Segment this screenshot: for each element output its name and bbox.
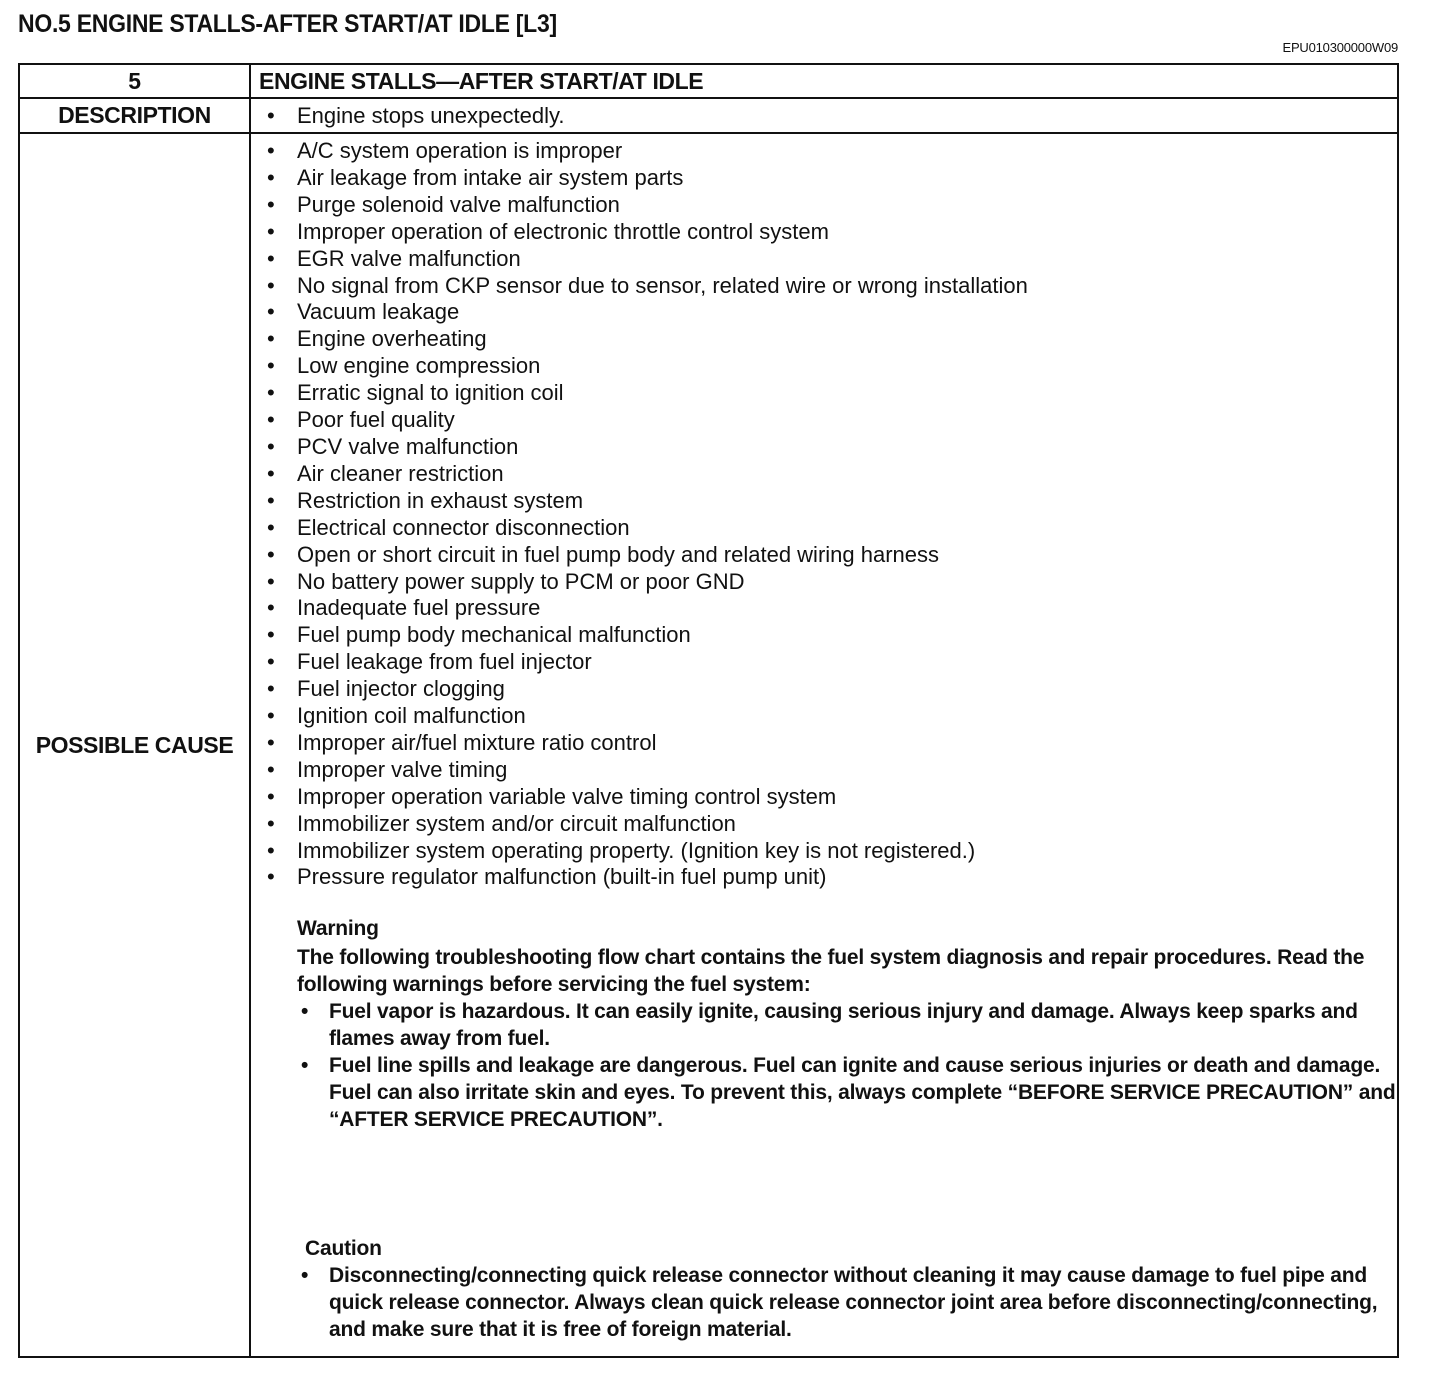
cause-item: • Immobilizer system and/or circuit malfunction — [251, 811, 1397, 838]
cause-item: • Ignition coil malfunction — [251, 703, 1397, 730]
cause-item: • Pressure regulator malfunction (built-in fuel pump unit) — [251, 864, 1397, 891]
cause-item: • Engine overheating — [251, 326, 1397, 353]
caution-item: • Disconnecting/connecting quick release connector without cleaning it may cause damage to fuel pipe and quick release connector. Always clean quick release connector joint area before disconnecting/connecting, and make sure that it is free of foreign material. — [305, 1262, 1397, 1343]
warning-item: • Fuel line spills and leakage are dangerous. Fuel can ignite and cause serious injuries or death and damage. Fuel can also irritate skin and eyes. To prevent this, always complete “BEFORE SERVICE PRECAUTION” and “AFTER SERVICE PRECAUTION”. — [297, 1052, 1397, 1133]
cause-item: • Improper valve timing — [251, 757, 1397, 784]
possible-cause-content — [250, 133, 1398, 1357]
description-item: • Engine stops unexpectedly. — [251, 99, 1397, 132]
cause-item: • No battery power supply to PCM or poor GND — [251, 569, 1397, 596]
possible-cause-row — [19, 133, 1398, 1357]
cause-item: • PCV valve malfunction — [251, 434, 1397, 461]
cause-item: • Electrical connector disconnection — [251, 515, 1397, 542]
cause-item: • Purge solenoid valve malfunction — [251, 192, 1397, 219]
cause-item: • Low engine compression — [251, 353, 1397, 380]
warning-list — [297, 998, 1397, 1133]
cause-item: • EGR valve malfunction — [251, 246, 1397, 273]
header-title: ENGINE STALLS—AFTER START/AT IDLE — [250, 64, 1398, 98]
description-list — [251, 99, 1397, 132]
cause-item: • Restriction in exhaust system — [251, 488, 1397, 515]
document-code: EPU010300000W09 — [1282, 40, 1398, 55]
troubleshooting-table — [18, 63, 1399, 1358]
cause-item: • Fuel pump body mechanical malfunction — [251, 622, 1397, 649]
cause-item: • A/C system operation is improper — [251, 138, 1397, 165]
cause-item: • Poor fuel quality — [251, 407, 1397, 434]
warning-item: • Fuel vapor is hazardous. It can easily ignite, causing serious injury and damage. Always keep sparks and flames away from fuel. — [297, 998, 1397, 1052]
cause-item: • Vacuum leakage — [251, 299, 1397, 326]
cause-item: • Fuel injector clogging — [251, 676, 1397, 703]
cause-item: • Fuel leakage from fuel injector — [251, 649, 1397, 676]
cause-item: • Immobilizer system operating property. (Ignition key is not registered.) — [251, 838, 1397, 865]
warning-intro: The following troubleshooting flow chart contains the fuel system diagnosis and repair procedures. Read the following warnings before servicing the fuel system: — [297, 946, 1365, 997]
cause-list — [251, 134, 1397, 891]
description-content — [250, 98, 1398, 133]
cause-item: • Improper operation variable valve timing control system — [251, 784, 1397, 811]
cause-item: • Erratic signal to ignition coil — [251, 380, 1397, 407]
cause-item: • Improper operation of electronic throttle control system — [251, 219, 1397, 246]
header-row — [19, 64, 1398, 98]
description-row — [19, 98, 1398, 133]
possible-cause-label: POSSIBLE CAUSE — [19, 133, 250, 1357]
cause-item: • Improper air/fuel mixture ratio control — [251, 730, 1397, 757]
caution-list — [305, 1262, 1397, 1343]
warning-heading: Warning — [297, 917, 379, 941]
caution-block — [305, 1235, 1397, 1343]
cause-item: • Inadequate fuel pressure — [251, 595, 1397, 622]
cause-item: • No signal from CKP sensor due to sensor, related wire or wrong installation — [251, 273, 1397, 300]
description-label: DESCRIPTION — [19, 98, 250, 133]
caution-heading: Caution — [305, 1237, 382, 1261]
cause-item: • Open or short circuit in fuel pump body and related wiring harness — [251, 542, 1397, 569]
page-title: NO.5 ENGINE STALLS-AFTER START/AT IDLE [L3] — [18, 10, 557, 38]
warning-block — [297, 915, 1397, 1133]
cause-item: • Air leakage from intake air system parts — [251, 165, 1397, 192]
header-number: 5 — [19, 64, 250, 98]
cause-item: • Air cleaner restriction — [251, 461, 1397, 488]
